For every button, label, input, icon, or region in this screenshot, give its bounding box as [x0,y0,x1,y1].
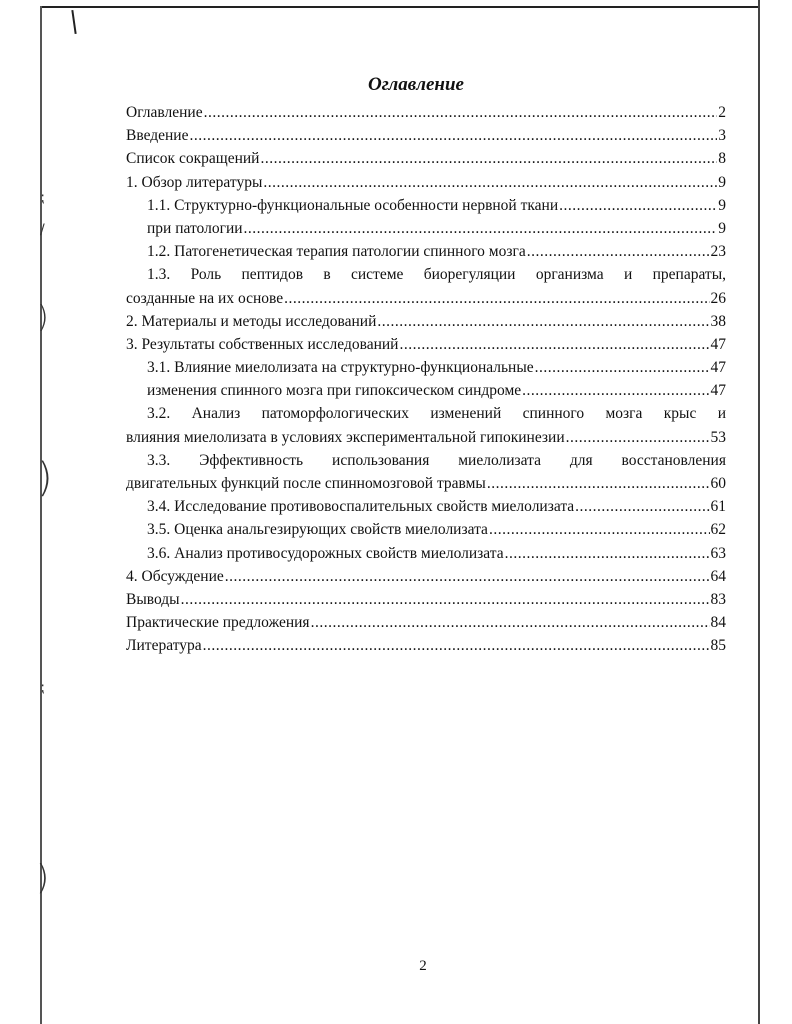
toc-entry-page: 60 [710,475,726,493]
toc-entry[interactable] [126,611,726,634]
page-number: 2 [419,958,427,974]
toc-leader [244,217,718,240]
toc-entry[interactable] [126,101,726,124]
toc-leader [377,310,709,333]
toc-entry-page: 26 [710,289,726,307]
toc-entry-label: изменения спинного мозга при гипоксическом синдроме [147,382,522,400]
toc-entry-page: 38 [710,312,726,330]
toc-entry[interactable] [126,310,726,333]
page-title: Оглавление [368,74,464,95]
toc-entry-label: Введение [126,127,189,145]
toc-entry-page: 63 [710,544,726,562]
toc-entry-label: при патологии [147,219,243,237]
toc-entry[interactable] [126,542,726,565]
toc-leader [527,240,710,263]
scan-border-right [758,0,760,1024]
toc-entry-page: 47 [710,382,726,400]
toc-entry-page: 61 [710,498,726,516]
toc-entry-label: 4. Обсуждение [126,567,224,585]
toc-leader [260,147,717,170]
table-of-contents [126,101,726,658]
toc-entry-page: 9 [718,196,726,214]
scan-mark-left-6: ) [36,858,50,898]
toc-leader [522,379,709,402]
toc-entry-page: 9 [718,173,726,191]
toc-leader [489,518,710,541]
toc-leader [284,287,709,310]
toc-entry-page: 85 [710,637,726,655]
scan-mark-top [71,10,76,34]
toc-entry-label: 3. Результаты собственных исследований [126,335,399,353]
toc-entry-label: Литература [126,637,202,655]
toc-entry-label: 3.1. Влияние миелолизата на структурно-функциональные [147,359,534,377]
toc-entry-page: 64 [710,567,726,585]
toc-entry-page: 84 [710,614,726,632]
toc-leader [225,565,710,588]
toc-entry-label-line2: двигательных функций после спинномозговой травмы [126,475,486,493]
toc-entry-label-line1: 3.2. Анализ патоморфологических изменений спинного мозга крыс и [147,405,726,423]
toc-entry-label: Практические предложения [126,614,310,632]
toc-entry-page: 83 [710,590,726,608]
toc-leader [505,542,710,565]
toc-entry-page: 8 [718,150,726,168]
toc-entry[interactable] [126,449,726,495]
scan-mark-left-5: ⁏ [40,680,45,696]
toc-entry-page: 23 [710,243,726,261]
toc-entry-page: 47 [710,359,726,377]
scan-mark-left-4: ) [37,455,53,501]
toc-entry[interactable] [126,356,726,379]
toc-entry-label: Список сокращений [126,150,260,168]
toc-entry[interactable] [126,634,726,657]
toc-entry-page: 9 [718,219,726,237]
toc-leader [399,333,709,356]
toc-entry-label-line2: созданные на их основе [126,289,284,307]
toc-entry-label: Выводы [126,590,180,608]
toc-entry-label: 2. Материалы и методы исследований [126,312,377,330]
toc-entry-label: 3.5. Оценка анальгезирующих свойств миелолизата [147,521,488,539]
toc-entry-label-line1: 1.3. Роль пептидов в системе биорегуляции организма и препараты, [147,266,726,284]
toc-entry[interactable] [126,495,726,518]
toc-entry[interactable] [126,263,726,309]
toc-leader [189,124,717,147]
toc-entry[interactable] [126,171,726,194]
toc-entry-page: 3 [718,127,726,145]
toc-entry[interactable] [126,217,726,240]
toc-entry-label: 3.6. Анализ противосудорожных свойств миелолизата [147,544,504,562]
toc-entry-label-line2: влияния миелолизата в условиях экспериментальной гипокинезии [126,428,565,446]
toc-entry[interactable] [126,402,726,448]
toc-leader [203,634,710,657]
toc-entry[interactable] [126,147,726,170]
toc-leader [575,495,709,518]
toc-entry[interactable] [126,588,726,611]
toc-leader [263,171,717,194]
toc-entry-page: 2 [718,104,726,121]
scan-mark-left-2: / [40,222,45,238]
toc-entry-label: 1.2. Патогенетическая терапия патологии спинного мозга [147,243,526,261]
toc-entry-label: 3.4. Исследование противовоспалительных свойств миелолизата [147,498,575,516]
toc-leader [566,426,710,449]
toc-entry[interactable] [126,518,726,541]
toc-entry[interactable] [126,379,726,402]
toc-entry[interactable] [126,240,726,263]
toc-entry-page: 62 [710,521,726,539]
toc-entry[interactable] [126,124,726,147]
toc-leader [535,356,710,379]
toc-entry[interactable] [126,565,726,588]
scan-mark-left-3: ) [37,300,49,335]
toc-entry-label: 1. Обзор литературы [126,173,263,191]
toc-leader [487,472,710,495]
toc-leader [181,588,710,611]
toc-entry[interactable] [126,194,726,217]
scan-border-top [40,6,760,8]
toc-entry-label: 1.1. Структурно-функциональные особенности нервной ткани [147,196,559,214]
toc-entry-page: 53 [710,428,726,446]
toc-leader [311,611,710,634]
scan-mark-left-1: ⁏ [40,190,45,206]
toc-leader [559,194,717,217]
toc-entry-label: Оглавление [126,104,203,121]
toc-entry-label-line1: 3.3. Эффективность использования миелолизата для восстановления [147,451,726,469]
toc-entry[interactable] [126,333,726,356]
toc-leader [204,101,718,124]
toc-entry-page: 47 [710,335,726,353]
